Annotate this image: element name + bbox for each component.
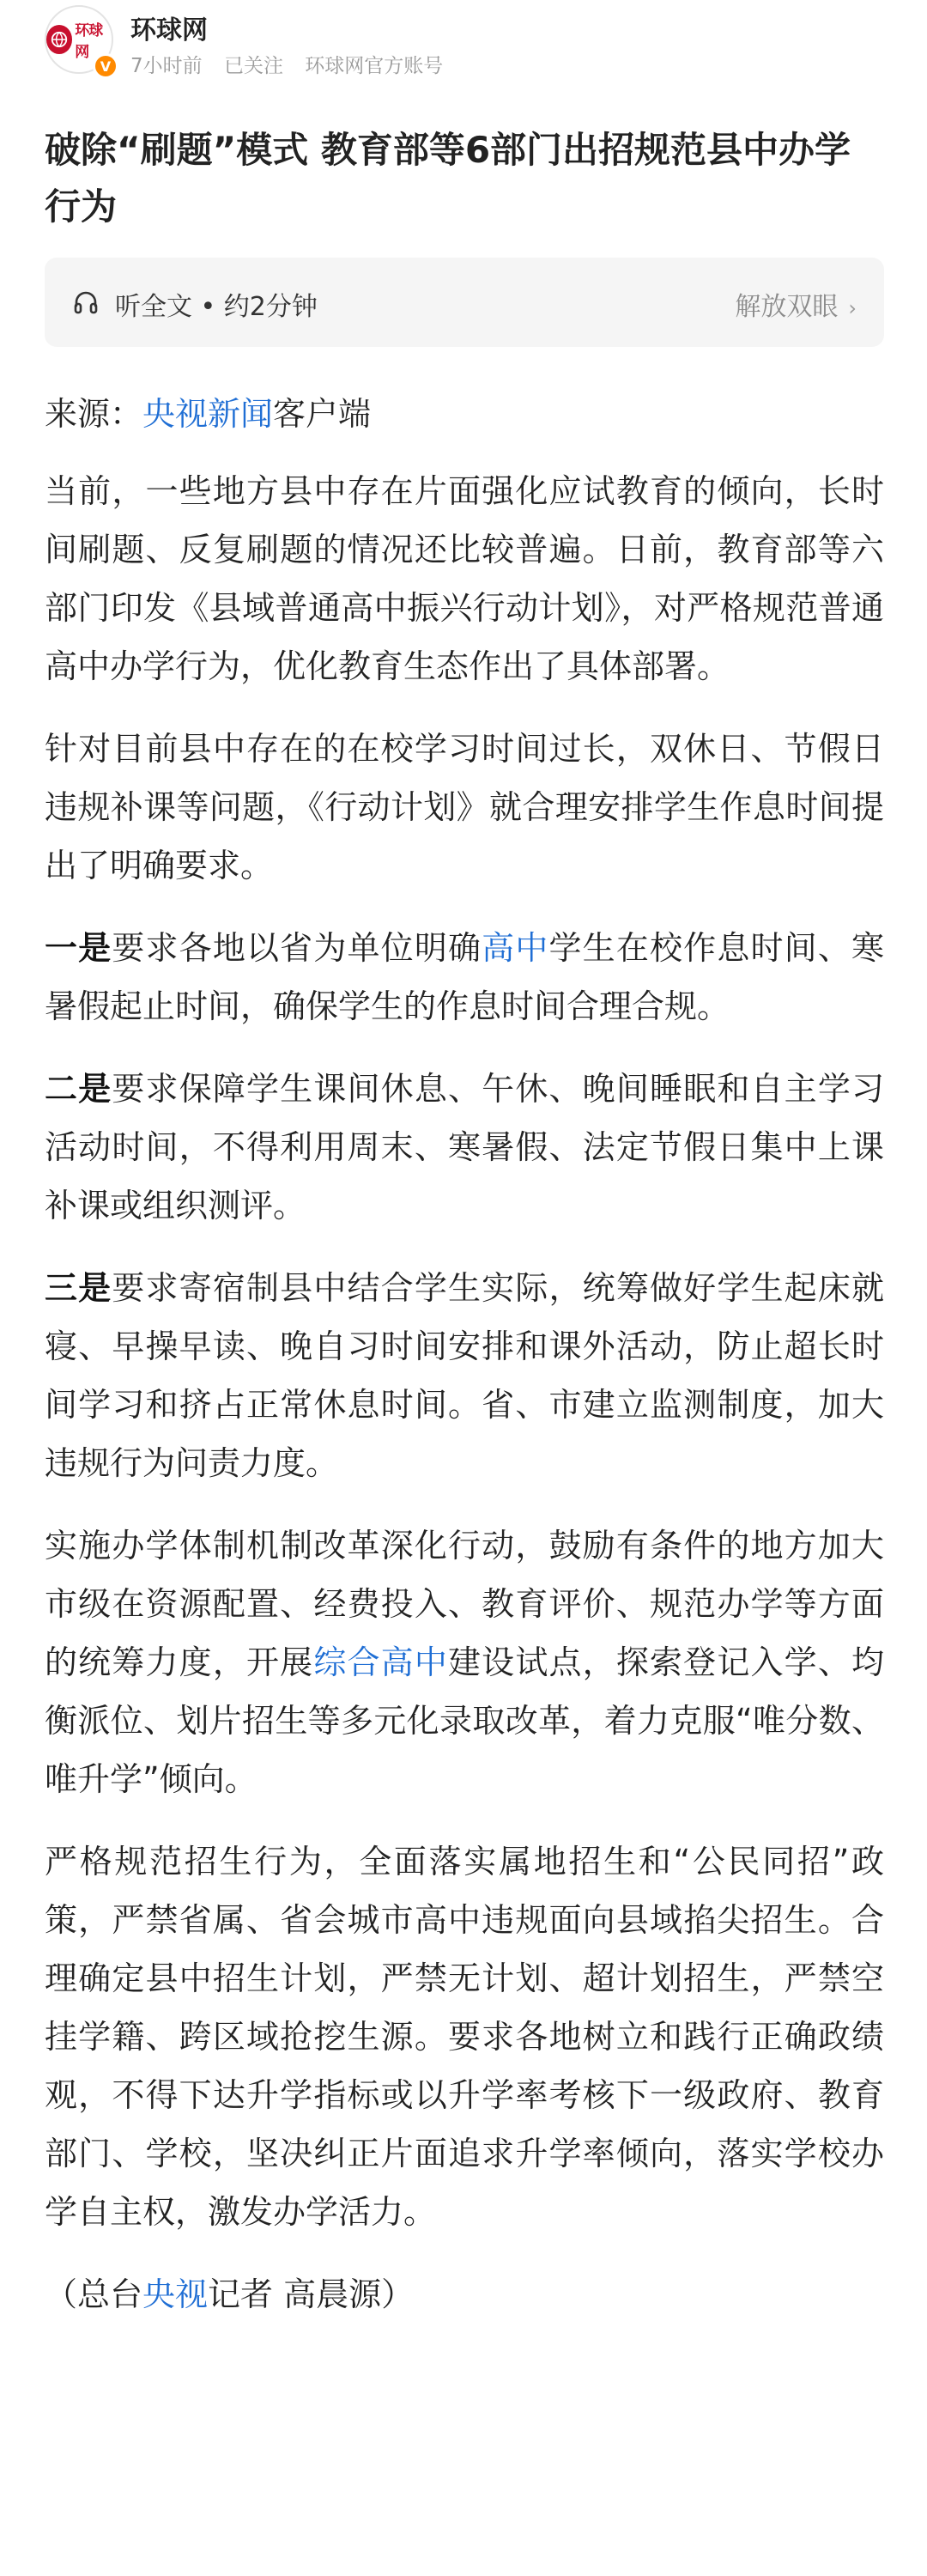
author-name[interactable]: 环球网 bbox=[130, 15, 208, 46]
author-header bbox=[0, 0, 927, 94]
zonghe-gaozhong-link[interactable]: 综合高中 bbox=[313, 1643, 448, 1681]
gaozhong-link[interactable]: 高中 bbox=[482, 929, 549, 967]
paragraph-4-lead: 二是 bbox=[45, 1070, 112, 1108]
chevron-right-icon: › bbox=[848, 296, 857, 320]
paragraph-6 bbox=[45, 1516, 884, 1808]
article-title: 破除“刷题”模式 教育部等6部门出招规范县中办学行为 bbox=[45, 129, 851, 228]
avatar-logo-text: 环球网 bbox=[75, 22, 103, 61]
listen-label[interactable]: 听全文 • 约2分钟 bbox=[115, 292, 318, 322]
credit-prefix: （总台 bbox=[45, 2275, 143, 2313]
paragraph-5 bbox=[45, 1259, 884, 1492]
paragraph-6-text-after: 建设试点，探索登记入学、均衡派位、划片招生等多元化录取改革，着力克服“唯分数、唯升学”倾向。 bbox=[45, 1643, 884, 1798]
account-description: 环球网官方账号 bbox=[305, 55, 444, 77]
paragraph-5-lead: 三是 bbox=[45, 1269, 112, 1307]
paragraph-4-text: 要求保障学生课间休息、午休、晚间睡眠和自主学习活动时间，不得利用周末、寒暑假、法定节假日集中上课补课或组织测评。 bbox=[45, 1070, 884, 1224]
reporter-credit bbox=[45, 2265, 884, 2324]
source-link[interactable]: 央视新闻 bbox=[142, 395, 274, 433]
paragraph-4 bbox=[45, 1060, 884, 1235]
paragraph-7: 严格规范招生行为，全面落实属地招生和“公民同招”政策，严禁省属、省会城市高中违规面向县域掐尖招生。合理确定县中招生计划，严禁无计划、超计划招生，严禁空挂学籍、跨区域抢挖生源。要求各地树立和践行正确政绩观，不得下达升学指标或以升学率考核下一级政府、教育部门、学校，坚决纠正片面追求升学率倾向，落实学校办学自主权，激发办学活力。 bbox=[45, 1843, 884, 2231]
paragraph-2: 针对目前县中存在的在校学习时间过长，双休日、节假日违规补课等问题，《行动计划》就合理安排学生作息时间提出了明确要求。 bbox=[45, 730, 884, 884]
post-meta bbox=[130, 50, 458, 78]
paragraph-6-text-before: 实施办学体制机制改革深化行动，鼓励有条件的地方加大市级在资源配置、经费投入、教育评价、规范办学等方面的统筹力度，开展 bbox=[45, 1527, 884, 1681]
paragraph-3-text-after: 学生在校作息时间、寒暑假起止时间，确保学生的作息时间合理合规。 bbox=[45, 929, 884, 1025]
avatar[interactable] bbox=[45, 5, 117, 77]
protect-eyes-button[interactable] bbox=[735, 285, 857, 323]
article-body bbox=[45, 385, 884, 2348]
protect-eyes-label: 解放双眼 bbox=[735, 292, 839, 322]
credit-suffix: 记者 高晨源） bbox=[208, 2275, 415, 2313]
huanqiu-logo-icon bbox=[46, 25, 72, 54]
time-ago: 7小时前 bbox=[130, 55, 203, 77]
verified-v-icon: V bbox=[93, 53, 118, 79]
source-line bbox=[45, 385, 884, 443]
cctv-link[interactable]: 央视 bbox=[142, 2275, 209, 2313]
follow-status[interactable]: 已关注 bbox=[223, 55, 283, 77]
paragraph-3 bbox=[45, 919, 884, 1036]
source-prefix: 来源： bbox=[45, 395, 143, 433]
headphone-icon bbox=[72, 289, 100, 316]
paragraph-1: 当前，一些地方县中存在片面强化应试教育的倾向，长时间刷题、反复刷题的情况还比较普遍。日前，教育部等六部门印发《县域普通高中振兴行动计划》，对严格规范普通高中办学行为，优化教育生态作出了具体部署。 bbox=[45, 472, 884, 685]
paragraph-5-text: 要求寄宿制县中结合学生实际，统筹做好学生起床就寝、早操早读、晚自习时间安排和课外活动，防止超长时间学习和挤占正常休息时间。省、市建立监测制度，加大违规行为问责力度。 bbox=[45, 1269, 884, 1482]
paragraph-3-text-before: 要求各地以省为单位明确 bbox=[112, 929, 482, 967]
source-suffix: 客户端 bbox=[273, 395, 372, 433]
listen-bar[interactable] bbox=[45, 258, 884, 347]
paragraph-3-lead: 一是 bbox=[45, 929, 112, 967]
